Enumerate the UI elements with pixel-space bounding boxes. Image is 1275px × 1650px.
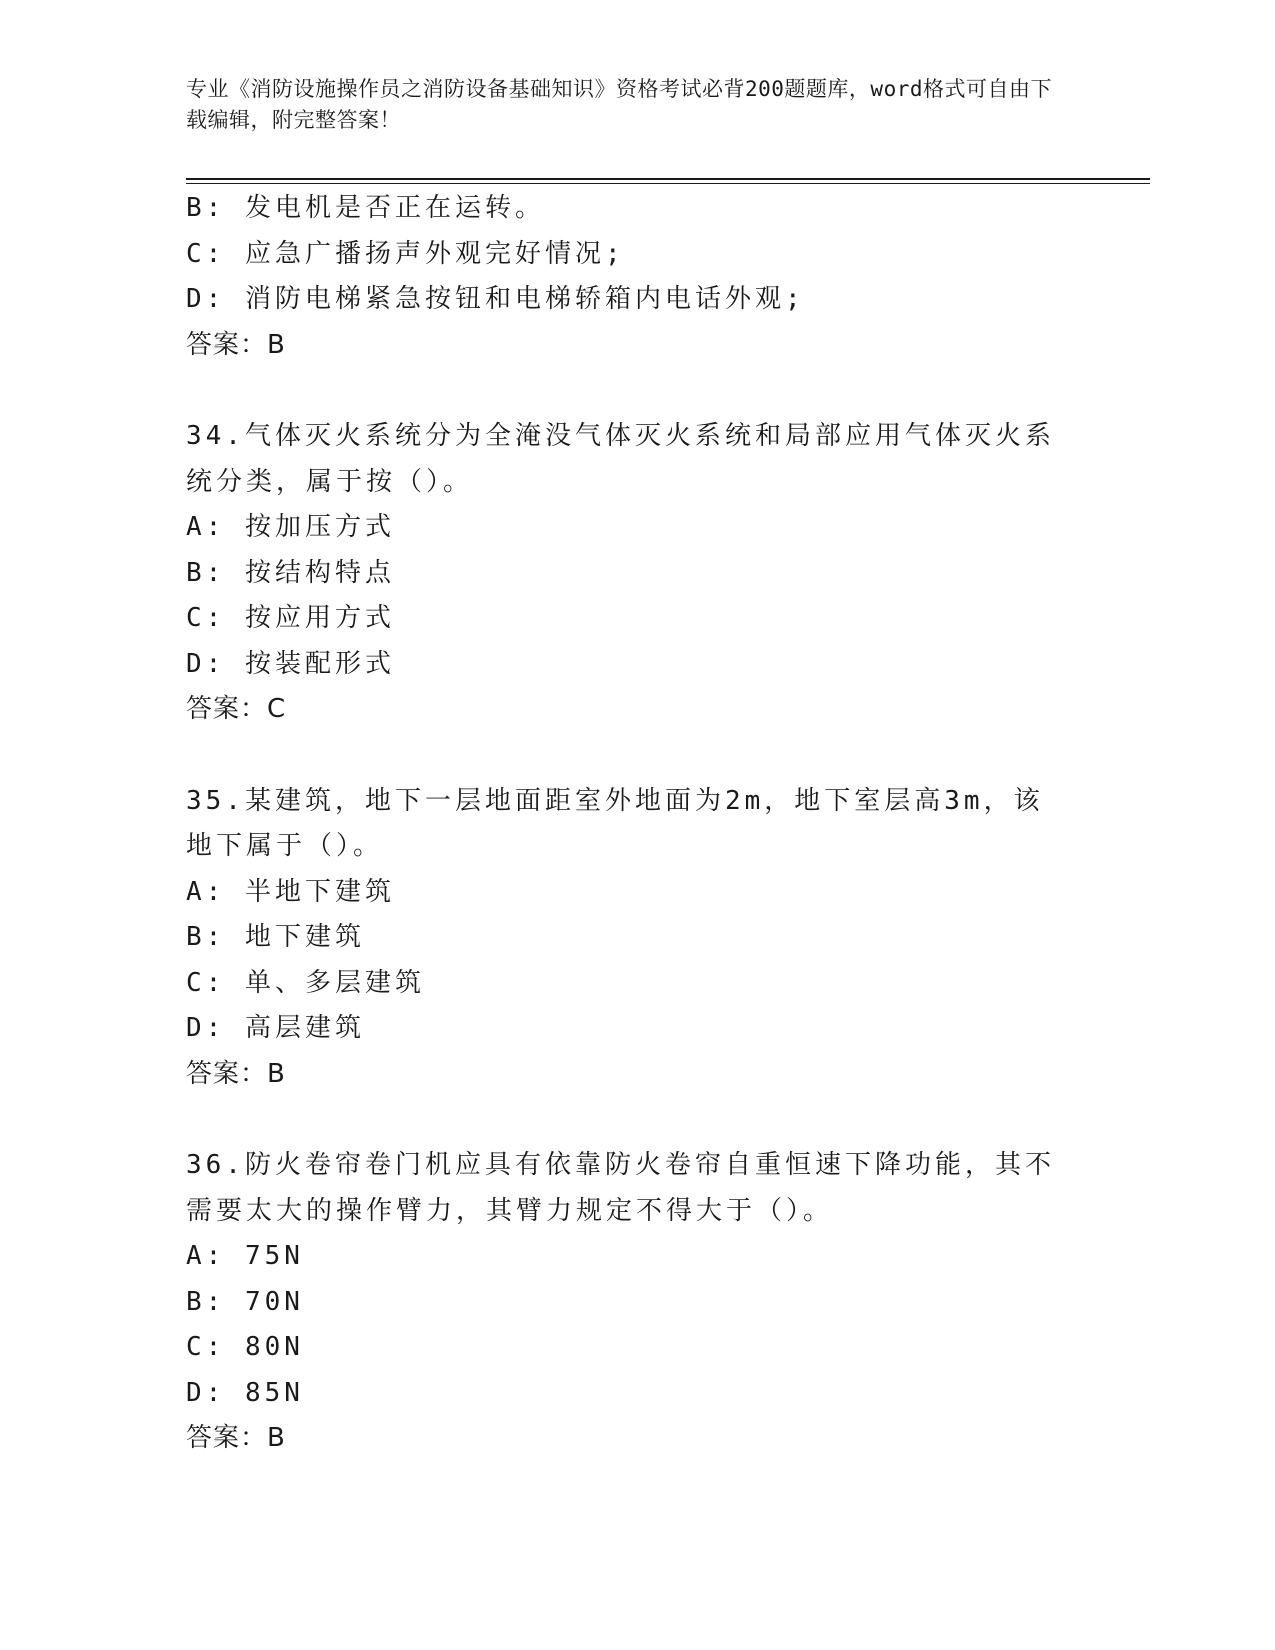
question-text: 35.某建筑，地下一层地面距室外地面为2m，地下室层高3m，该地下属于（）。 bbox=[186, 785, 1044, 861]
spacer bbox=[186, 733, 1086, 779]
option-a: A: 75N bbox=[186, 1241, 304, 1271]
header-divider-thin bbox=[186, 183, 1150, 184]
option-d: D: 按装配形式 bbox=[186, 648, 395, 679]
option-d: D: 高层建筑 bbox=[186, 1013, 365, 1043]
option-c: C: 80N bbox=[186, 1332, 304, 1362]
option-c: C: 单、多层建筑 bbox=[186, 967, 425, 998]
option-a: A: 半地下建筑 bbox=[186, 876, 395, 907]
option-d: D: 消防电梯紧急按钮和电梯轿箱内电话外观; bbox=[186, 284, 805, 314]
question-34 bbox=[186, 414, 1086, 733]
option-c: C: 按应用方式 bbox=[186, 603, 395, 633]
question-text: 34.气体灭火系统分为全淹没气体灭火系统和局部应用气体灭火系统分类，属于按（）。 bbox=[186, 421, 1055, 497]
question-35 bbox=[186, 779, 1086, 1098]
document-header: 专业《消防设施操作员之消防设备基础知识》资格考试必背200题题库，word格式可自由下载编辑，附完整答案！ bbox=[186, 77, 1052, 132]
question-content bbox=[186, 186, 1086, 1462]
answer-line: 答案：C bbox=[186, 694, 287, 724]
answer-line: 答案：B bbox=[186, 1058, 286, 1089]
question-text: 36.防火卷帘卷门机应具有依靠防火卷帘自重恒速下降功能，其不需要太大的操作臂力，其臂力规定不得大于（）。 bbox=[186, 1150, 1055, 1226]
question-36 bbox=[186, 1143, 1086, 1462]
option-b: B: 地下建筑 bbox=[186, 922, 365, 952]
answer-line: 答案：B bbox=[186, 1423, 286, 1453]
spacer bbox=[186, 368, 1086, 414]
option-b: B: 发电机是否正在运转。 bbox=[186, 193, 545, 223]
option-c: C: 应急广播扬声外观完好情况; bbox=[186, 238, 625, 269]
option-a: A: 按加压方式 bbox=[186, 512, 395, 542]
spacer bbox=[186, 1097, 1086, 1143]
option-b: B: 按结构特点 bbox=[186, 557, 395, 588]
continued-question bbox=[186, 186, 1086, 368]
option-b: B: 70N bbox=[186, 1286, 304, 1317]
header-divider-thick bbox=[186, 178, 1150, 180]
answer-line: 答案：B bbox=[186, 329, 286, 360]
option-d: D: 85N bbox=[186, 1377, 304, 1408]
